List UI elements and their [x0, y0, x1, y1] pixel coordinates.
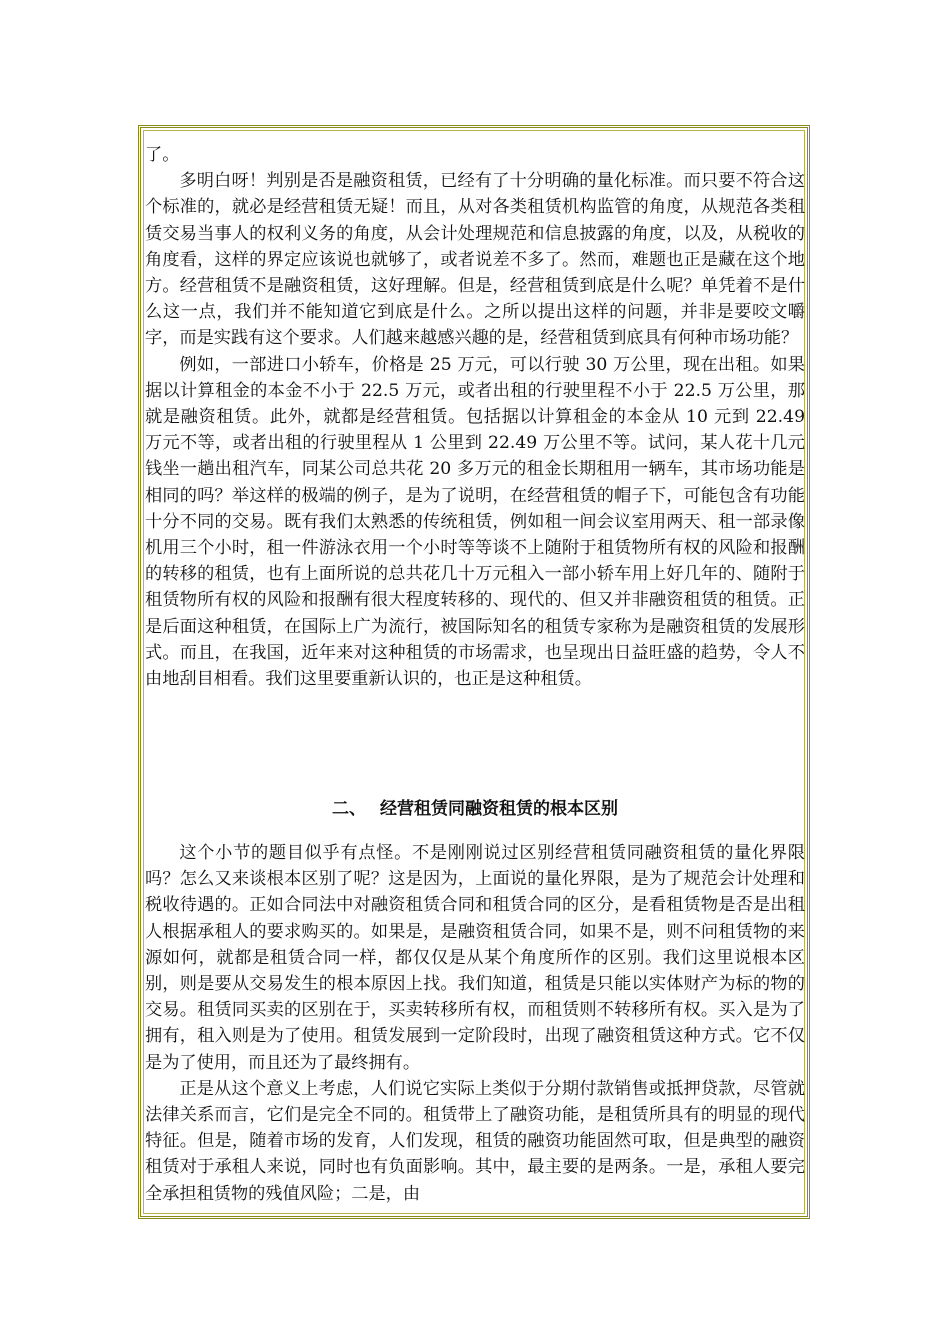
document-body-top [145, 142, 805, 692]
section-title: 经营租赁同融资租赁的根本区别 [380, 799, 618, 819]
paragraph-continuation: 了。 [145, 145, 180, 165]
section-heading [145, 796, 805, 822]
paragraph: 多明白呀！判别是否是融资租赁，已经有了十分明确的量化标准。而只要不符合这个标准的，就必是经营租赁无疑！而且，从对各类租赁机构监管的角度，从规范各类租赁交易当事人的权利义务的角度，从会计处理规范和信息披露的角度，以及，从税收的角度看，这样的界定应该说也就够了，或者说差不多了。然而，难题也正是藏在这个地方。经营租赁不是融资租赁，这好理解。但是，经营租赁到底是什么呢？单凭着不是什么这一点，我们并不能知道它到底是什么。之所以提出这样的问题，并非是要咬文嚼字，而是实践有这个要求。人们越来越感兴趣的是，经营租赁到底具有何种市场功能？ [145, 171, 805, 349]
document-body-bottom [145, 840, 805, 1207]
paragraph: 正是从这个意义上考虑，人们说它实际上类似于分期付款销售或抵押贷款，尽管就法律关系而言，它们是完全不同的。租赁带上了融资功能，是租赁所具有的明显的现代特征。但是，随着市场的发育，人们发现，租赁的融资功能固然可取，但是典型的融资租赁对于承租人来说，同时也有负面影响。其中，最主要的是两条。一是，承租人要完全承担租赁物的残值风险；二是，由 [145, 1078, 805, 1204]
paragraph: 这个小节的题目似乎有点怪。不是刚刚说过区别经营租赁同融资租赁的量化界限吗？怎么又来谈根本区别了呢？这是因为，上面说的量化界限，是为了规范会计处理和税收待遇的。正如合同法中对融资租赁合同和租赁合同的区分，是看租赁物是否是出租人根据承租人的要求购买的。如果是，是融资租赁合同，如果不是，则不问租赁物的来源如何，就都是租赁合同一样，都仅仅是从某个角度所作的区别。我们这里说根本区别，则是要从交易发生的根本原因上找。我们知道，租赁是只能以实体财产为标的物的交易。租赁同买卖的区别在于，买卖转移所有权，而租赁则不转移所有权。买入是为了拥有，租入则是为了使用。租赁发展到一定阶段时，出现了融资租赁这种方式。它不仅是为了使用，而且还为了最终拥有。 [145, 843, 805, 1073]
paragraph: 例如，一部进口小轿车，价格是 25 万元，可以行驶 30 万公里，现在出租。如果据以计算租金的本金不小于 22.5 万元，或者出租的行驶里程不小于 22.5 万公里，那就是融资租赁。此外，就都是经营租赁。包括据以计算租金的本金从 10 元到 22.49 万元不等，或者出租的行驶里程从 1 公里到 22.49 万公里不等。试问，某人花十几元钱坐一趟出租汽车，同某公司总共花 20 多万元的租金长期租用一辆车，其市场功能是相同的吗？举这样的极端的例子，是为了说明，在经营租赁的帽子下，可能包含有功能十分不同的交易。既有我们太熟悉的传统租赁，例如租一间会议室用两天、租一部录像机用三个小时，租一件游泳衣用一个小时等等谈不上随附于租赁物所有权的风险和报酬的转移的租赁，也有上面所说的总共花几十万元租入一部小轿车用上好几年的、随附于租赁物所有权的风险和报酬有很大程度转移的、现代的、但又并非融资租赁的租赁。正是后面这种租赁，在国际上广为流行，被国际知名的租赁专家称为是融资租赁的发展形式。而且，在我国，近年来对这种租赁的市场需求，也呈现出日益旺盛的趋势，令人不由地刮目相看。我们这里要重新认识的，也正是这种租赁。 [145, 354, 805, 690]
section-number: 二、 [332, 799, 366, 819]
